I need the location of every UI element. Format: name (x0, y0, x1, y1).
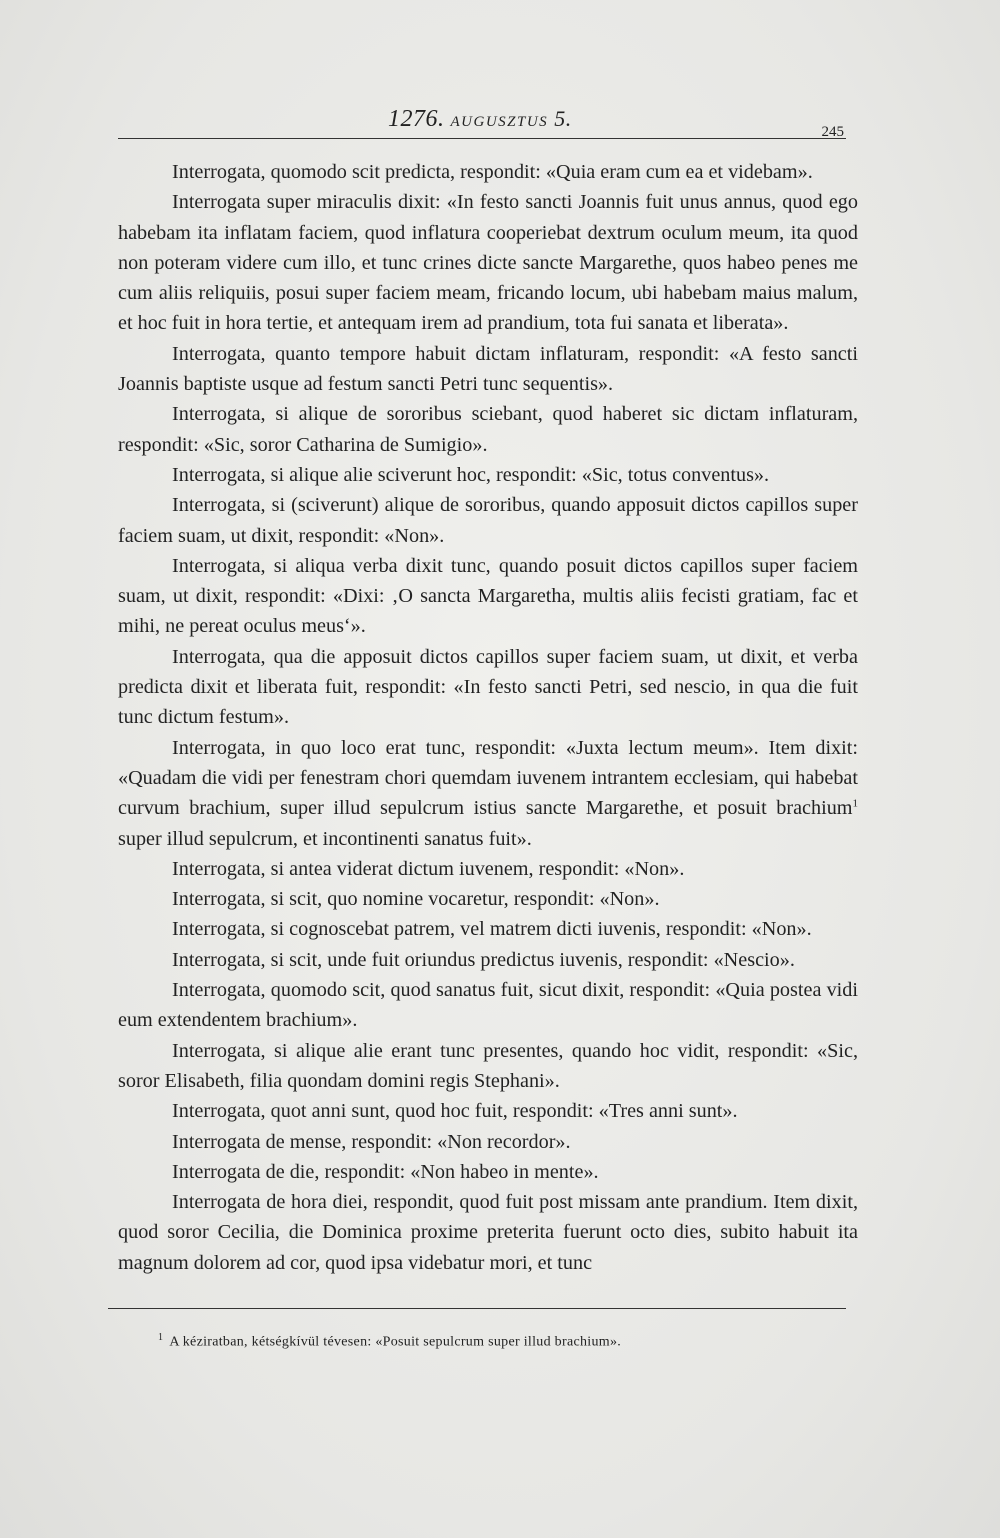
paragraph: Interrogata, qua die apposuit dictos capillos super faciem suam, ut dixit, et verba predicta dixit et liberata fuit, respondit: «In festo sancti Petri, sed nescio, in qua die fuit tunc dictum festum». (118, 645, 858, 729)
header-day: 5. (554, 106, 572, 131)
paragraph: Interrogata, si aliqua verba dixit tunc, quando posuit dictos capillos super faciem suam, ut dixit, respondit: «Dixi: ‚O sancta Margaretha, multis aliis fecisti gratiam, fac et mihi, ne pereat oculus meus‘». (118, 554, 858, 638)
paragraph: Interrogata, si antea viderat dictum iuvenem, respondit: «Non». (172, 857, 685, 880)
running-header (118, 104, 846, 144)
footnote-mark: 1 (158, 1332, 164, 1343)
paragraph: Interrogata de mense, respondit: «Non recordor». (172, 1130, 571, 1153)
header-year: 1276. (388, 106, 445, 132)
paragraph-text: Interrogata, in quo loco erat tunc, respondit: «Juxta lectum meum». Item dixit: «Quadam die vidi per fenestram chori quemdam iuvenem intrantem ecclesiam, qui habebat curvum brachium, super illud sepulcrum istius sancte Margarethe, et posuit brachium (118, 736, 858, 820)
footnote-text: A kéziratban, kétségkívül tévesen: «Posuit sepulcrum super illud brachium». (169, 1334, 622, 1350)
footnote-reference: 1 (852, 797, 858, 810)
header-rule (118, 138, 846, 139)
paragraph: Interrogata, si alique alie sciverunt hoc, respondit: «Sic, totus conventus». (172, 463, 770, 486)
paragraph: Interrogata super miraculis dixit: «In festo sancti Joannis fuit unus annus, quod ego habebam ita inflatam faciem, quod inflatura cooperiebat dextrum oculum meum, ita quod non poteram videre cum illo, et tunc crines dicte sancte Margarethe, quos habeo penes me cum aliis reliquiis, posui super faciem meam, fricando locum, ubi habebam maius malum, et hoc fuit in hora tertie, et antequam irem ad prandium, tota fui sanata et liberata». (118, 191, 858, 335)
page-number: 245 (821, 124, 844, 140)
paragraph-with-footnote-ref (118, 733, 858, 854)
paragraph: Interrogata, quomodo scit, quod sanatus fuit, sicut dixit, respondit: «Quia postea vidi eum extendentem brachium». (118, 979, 858, 1032)
paragraph: Interrogata, si (sciverunt) alique de sororibus, quando apposuit dictos capillos super faciem suam, ut dixit, respondit: «Non». (118, 494, 858, 547)
paragraph: Interrogata, quanto tempore habuit dictam inflaturam, respondit: «A festo sancti Joannis baptiste usque ad festum sancti Petri tunc sequentis». (118, 342, 858, 396)
paragraph: Interrogata, quot anni sunt, quod hoc fuit, respondit: «Tres anni sunt». (172, 1100, 738, 1123)
paragraph: Interrogata, si scit, unde fuit oriundus predictus iuvenis, respondit: «Nescio». (172, 948, 795, 971)
header-title (388, 106, 572, 133)
paragraph: Interrogata, si alique de sororibus sciebant, quod haberet sic dictam inflaturam, respondit: «Sic, soror Catharina de Sumigio». (118, 403, 858, 456)
paragraph: Interrogata, quomodo scit predicta, respondit: «Quia eram cum ea et videbam». (172, 161, 813, 183)
paragraph: Interrogata de die, respondit: «Non habeo in mente». (172, 1160, 599, 1183)
footnote-rule (108, 1308, 846, 1309)
header-month: AUGUSZTUS (450, 114, 549, 130)
paragraph: Interrogata, si alique alie erant tunc presentes, quando hoc vidit, respondit: «Sic, soror Elisabeth, filia quondam domini regis Stephani». (118, 1039, 858, 1092)
paragraph: Interrogata de hora diei, respondit, quod fuit post missam ante prandium. Item dixit, quod soror Cecilia, die Dominica proxime preterita fuerunt octo dies, subito habuit ita magnum dolorem ad cor, quod ipsa videbatur mori, et tunc (118, 1191, 858, 1274)
body-text (118, 157, 858, 1278)
paragraph: Interrogata, si scit, quo nomine vocaretur, respondit: «Non». (172, 888, 660, 911)
footnote (158, 1332, 858, 1351)
paragraph-tail: super illud sepulcrum, et incontinenti sanatus fuit». (118, 827, 532, 850)
paragraph: Interrogata, si cognoscebat patrem, vel matrem dicti iuvenis, respondit: «Non». (172, 918, 812, 941)
